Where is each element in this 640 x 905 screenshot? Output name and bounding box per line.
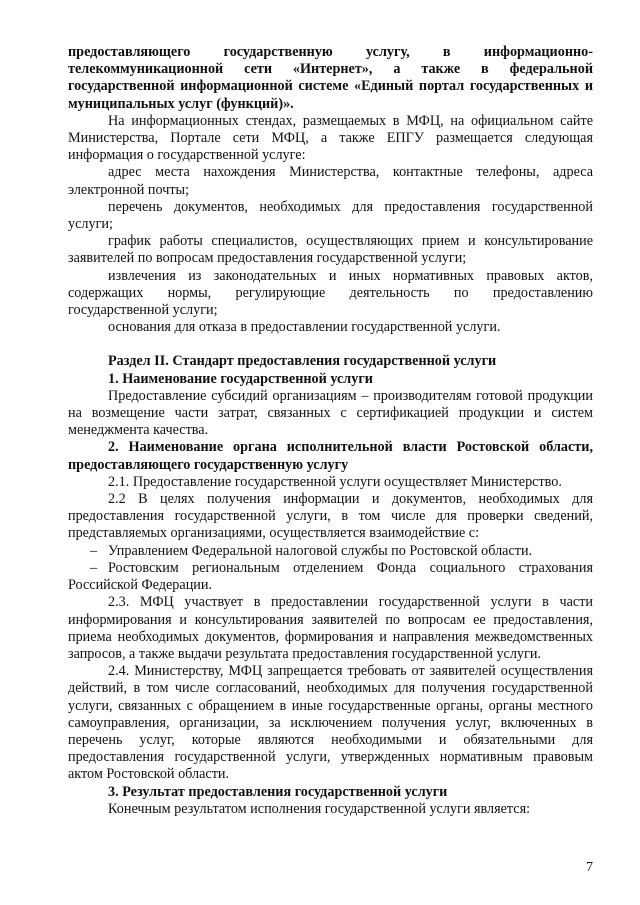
page-number: 7 — [586, 860, 593, 875]
info-item-address: адрес места нахождения Министерства, контактные телефоны, адреса электронной почты; — [68, 164, 593, 198]
heading-3: 3. Результат предоставления государственной услуги — [108, 783, 448, 800]
section-title: Раздел II. Стандарт предоставления государственной услуги — [108, 353, 497, 370]
info-item-documents: перечень документов, необходимых для предоставления государственной услуги; — [68, 198, 593, 233]
heading-1-text: Предоставление субсидий организациям – производителям готовой продукции на возмещение части затрат, связанных с сертификацией продукции и систем менеджмента качества. — [68, 387, 593, 439]
info-item-schedule: график работы специалистов, осуществляющих прием и консультирование заявителей по вопросам предоставления государственной услуги; — [68, 233, 593, 267]
intro-bold-paragraph: предоставляющего государственную услугу, в информационно-телекоммуникационной сети «Интернет», а также в федеральной государственной информационной системе «Единый портал государственных и муниципальных услуг (функций)». — [68, 44, 593, 112]
info-item-legal-extracts: извлечения из законодательных и иных нормативных правовых актов, содержащих нормы, регулирующие деятельность по предоставлению государственной услуги; — [68, 267, 593, 319]
heading-2: 2. Наименование органа исполнительной власти Ростовской области, предоставляющего государственную услугу — [68, 439, 593, 473]
dash-bullet: – — [90, 542, 98, 559]
info-item-refusal-grounds: основания для отказа в предоставлении государственной услуги. — [108, 319, 501, 336]
dash-item-text: Управлением Федеральной налоговой службы по Ростовской области. — [108, 542, 533, 559]
info-intro-paragraph: На информационных стендах, размещаемых в МФЦ, на официальном сайте Министерства, Портале сети МФЦ, а также ЕПГУ размещается следующая информация о государственной услуге: — [68, 112, 593, 164]
paragraph-2-4: 2.4. Министерству, МФЦ запрещается требовать от заявителей осуществления действий, в том числе согласований, необходимых для получения государственной услуги, связанных с обращением в иные государственные органы, органы местного самоуправления, организации, за исключением получения услуг, включенных в перечень услуг, которые являются необходимыми и обязательными для предоставления государственной услуги, утвержденных нормативным правовым актом Ростовской области. — [68, 663, 593, 783]
dash-item-tax-service — [68, 543, 593, 560]
dash-item-social-fund — [68, 560, 593, 594]
dash-item-text: Ростовским региональным отделением Фонда социального страхования Российской Федерации. — [68, 559, 593, 594]
section-spacer — [68, 336, 593, 353]
paragraph-2-2: 2.2 В целях получения информации и документов, необходимых для предоставления государственной услуги, в том числе для проверки сведений, представляемых организациями, осуществляется взаимодействие с: — [68, 491, 593, 542]
paragraph-2-1: 2.1. Предоставление государственной услуги осуществляет Министерство. — [108, 473, 562, 490]
paragraph-3: Конечным результатом исполнения государственной услуги является: — [108, 800, 531, 817]
heading-1: 1. Наименование государственной услуги — [108, 370, 373, 387]
paragraph-2-3: 2.3. МФЦ участвует в предоставлении государственной услуги в части информирования и консультирования заявителей по вопросам ее предоставления, приема необходимых документов, формирования и направления межведомственных запросов, а также выдачи результата предоставления государственной услуги. — [68, 594, 593, 662]
document-page — [68, 44, 593, 818]
dash-bullet: – — [90, 559, 98, 576]
